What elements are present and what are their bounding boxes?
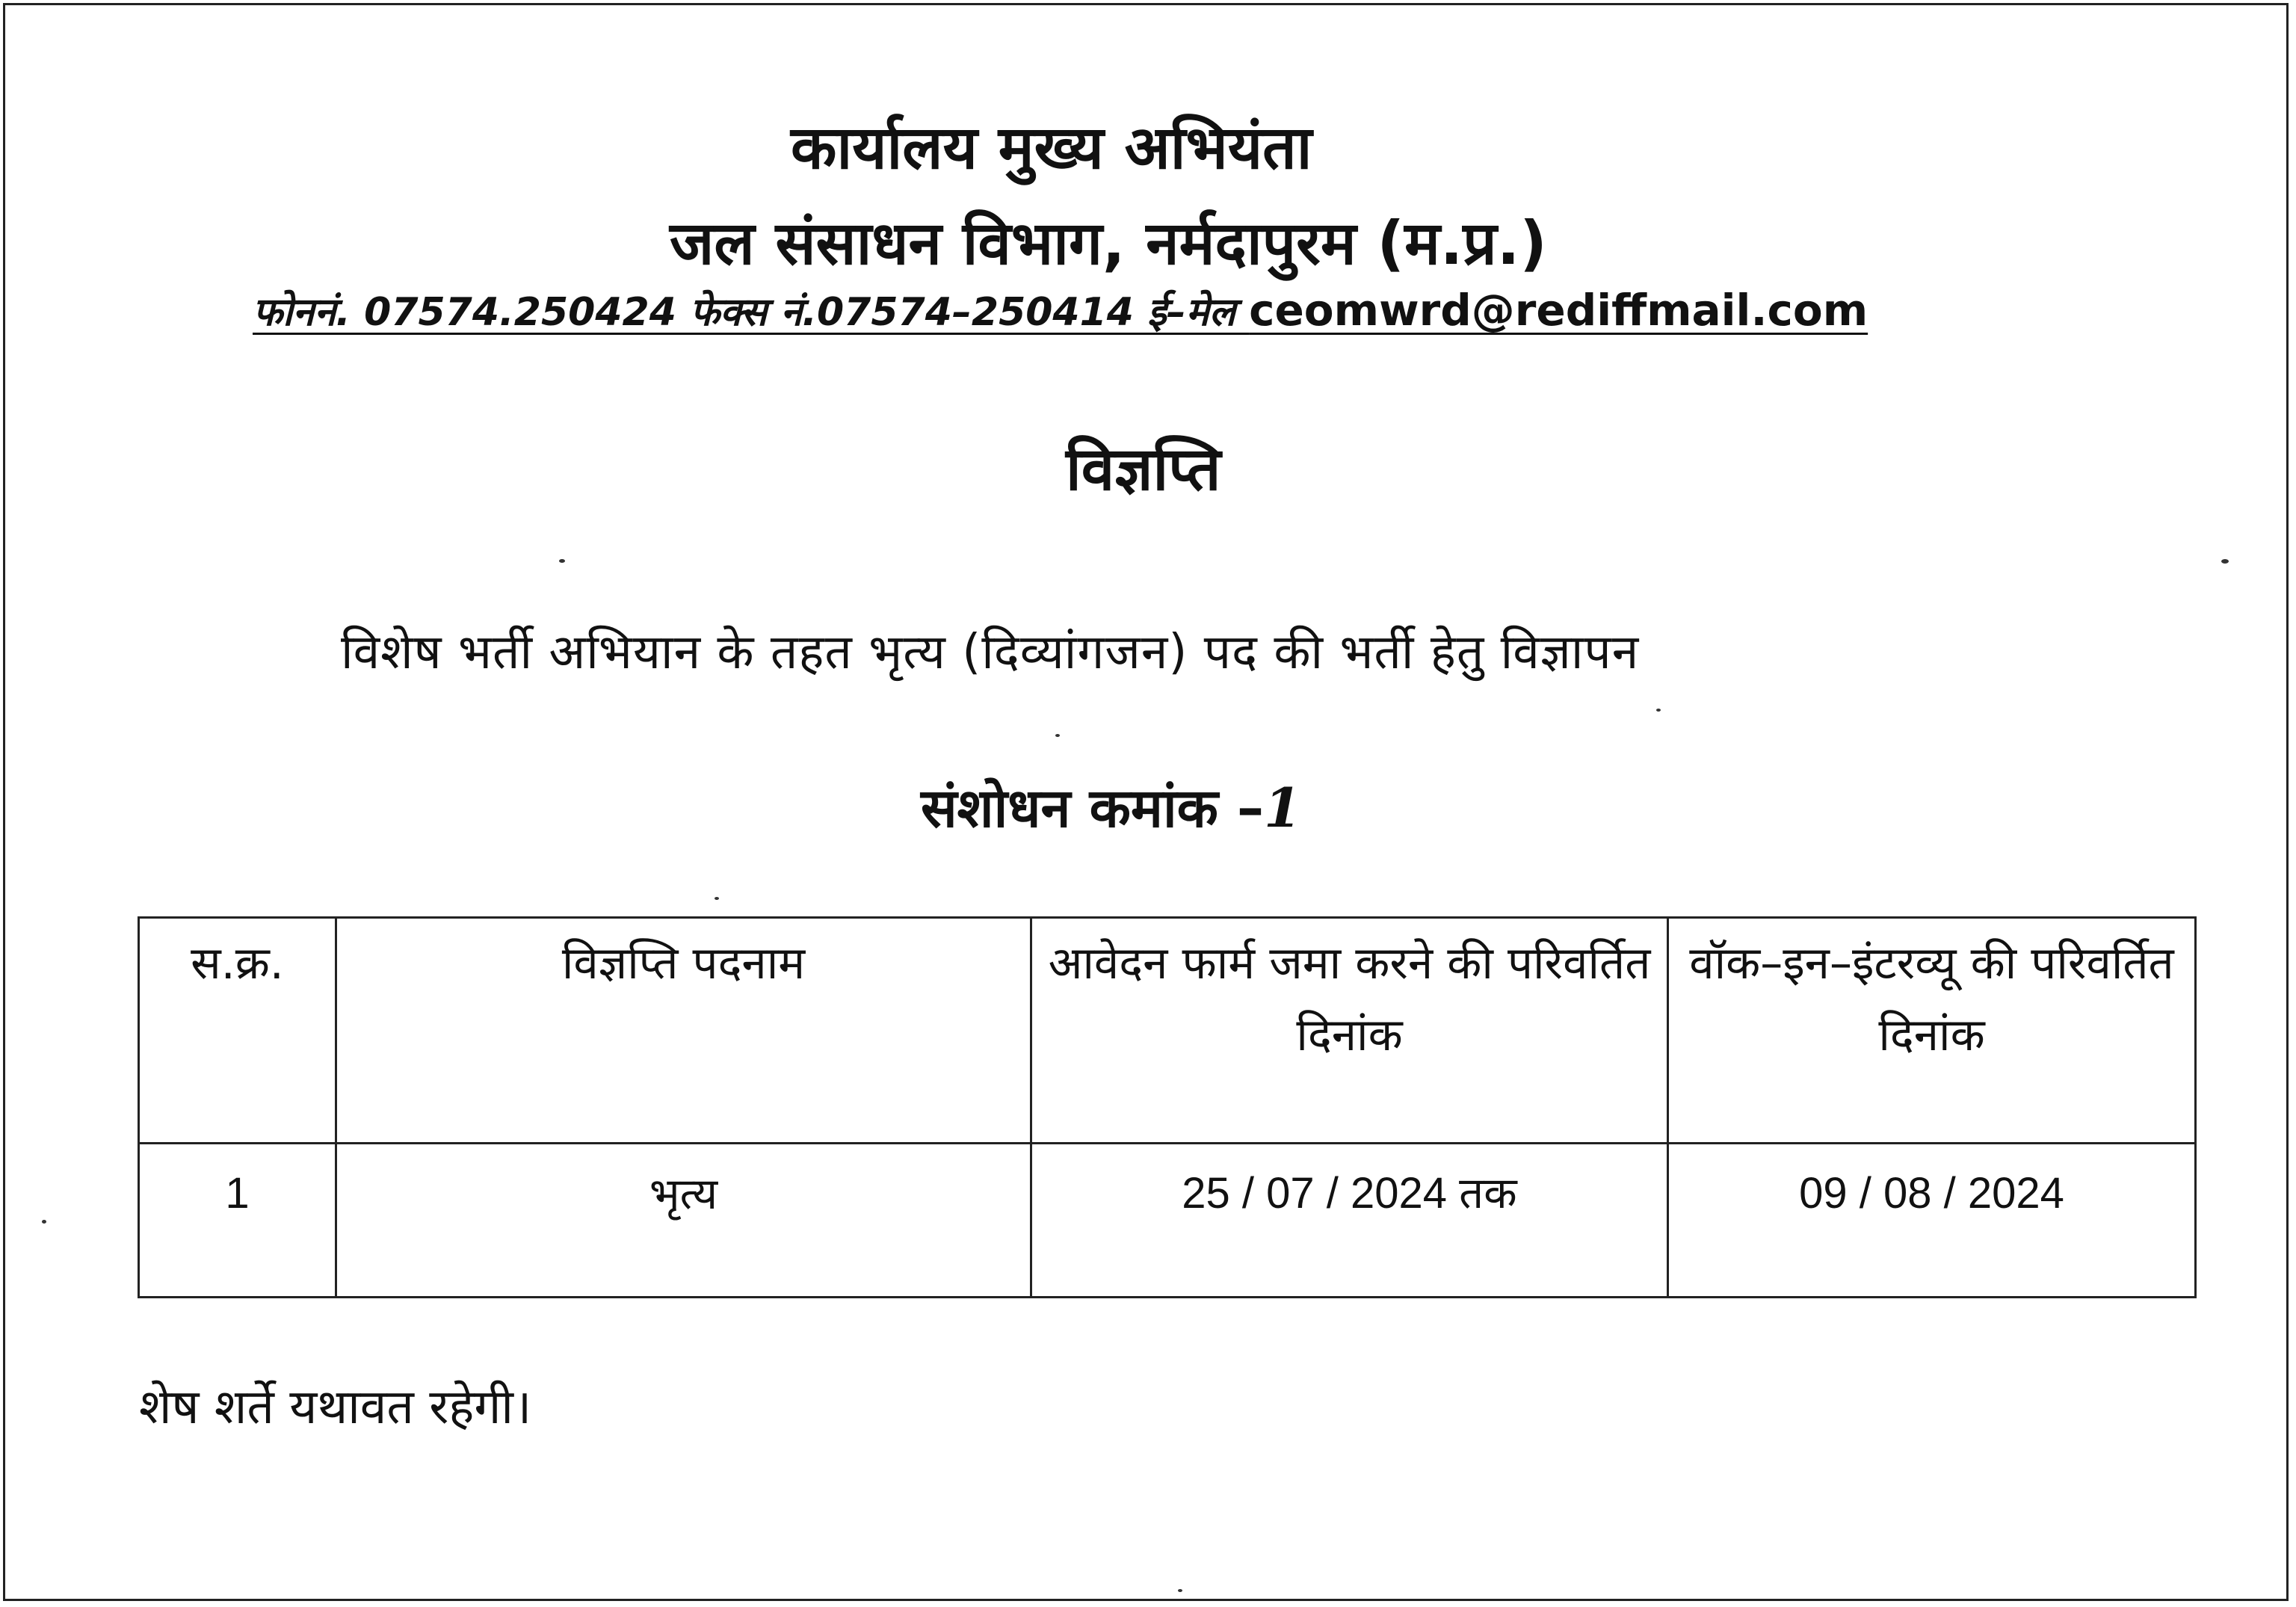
table-header-row — [139, 918, 2196, 1144]
cell-serial: 1 — [139, 1144, 336, 1298]
scan-speck — [1055, 734, 1060, 737]
scan-speck — [1178, 1589, 1182, 1592]
scan-speck — [2221, 559, 2229, 564]
contact-line — [253, 284, 1868, 337]
column-header-interview-date: वॉक–इन–इंटरव्यू की परिवर्तित दिनांक — [1668, 918, 2196, 1144]
closing-note: शेष शर्ते यथावत रहेगी। — [139, 1380, 532, 1435]
scan-speck — [715, 897, 719, 900]
column-header-post: विज्ञप्ति पदनाम — [336, 918, 1031, 1144]
cell-application-date: 25 / 07 / 2024 तक — [1031, 1144, 1668, 1298]
scan-speck — [42, 1220, 46, 1224]
notice-subject: विशेष भर्ती अभियान के तहत भृत्य (दिव्यांगजन) पद की भर्ती हेतु विज्ञापन — [341, 625, 1640, 680]
amendment-number — [921, 770, 1301, 843]
cell-interview-date: 09 / 08 / 2024 — [1668, 1144, 2196, 1298]
column-header-application-date: आवेदन फार्म जमा करने की परिवर्तित दिनांक — [1031, 918, 1668, 1144]
notice-heading: विज्ञप्ति — [1066, 434, 1221, 504]
column-header-serial: स.क्र. — [139, 918, 336, 1144]
table-row — [139, 1144, 2196, 1298]
scan-speck — [1656, 709, 1661, 712]
office-title: कार्यालय मुख्य अभियंता — [791, 113, 1312, 182]
amendment-value: 1 — [1263, 776, 1302, 839]
scan-speck — [559, 559, 565, 563]
amendment-label: संशोधन कमांक – — [921, 777, 1264, 839]
recruitment-table — [138, 916, 2197, 1298]
department-name: जल संसाधन विभाग, नर्मदापुरम (म.प्र.) — [670, 209, 1547, 278]
contact-numbers: फोननं. 07574.250424 फेक्स नं.07574–250414 ई–मेल — [253, 290, 1250, 335]
email-address: ceomwrd@rediffmail.com — [1249, 285, 1868, 336]
cell-post: भृत्य — [336, 1144, 1031, 1298]
